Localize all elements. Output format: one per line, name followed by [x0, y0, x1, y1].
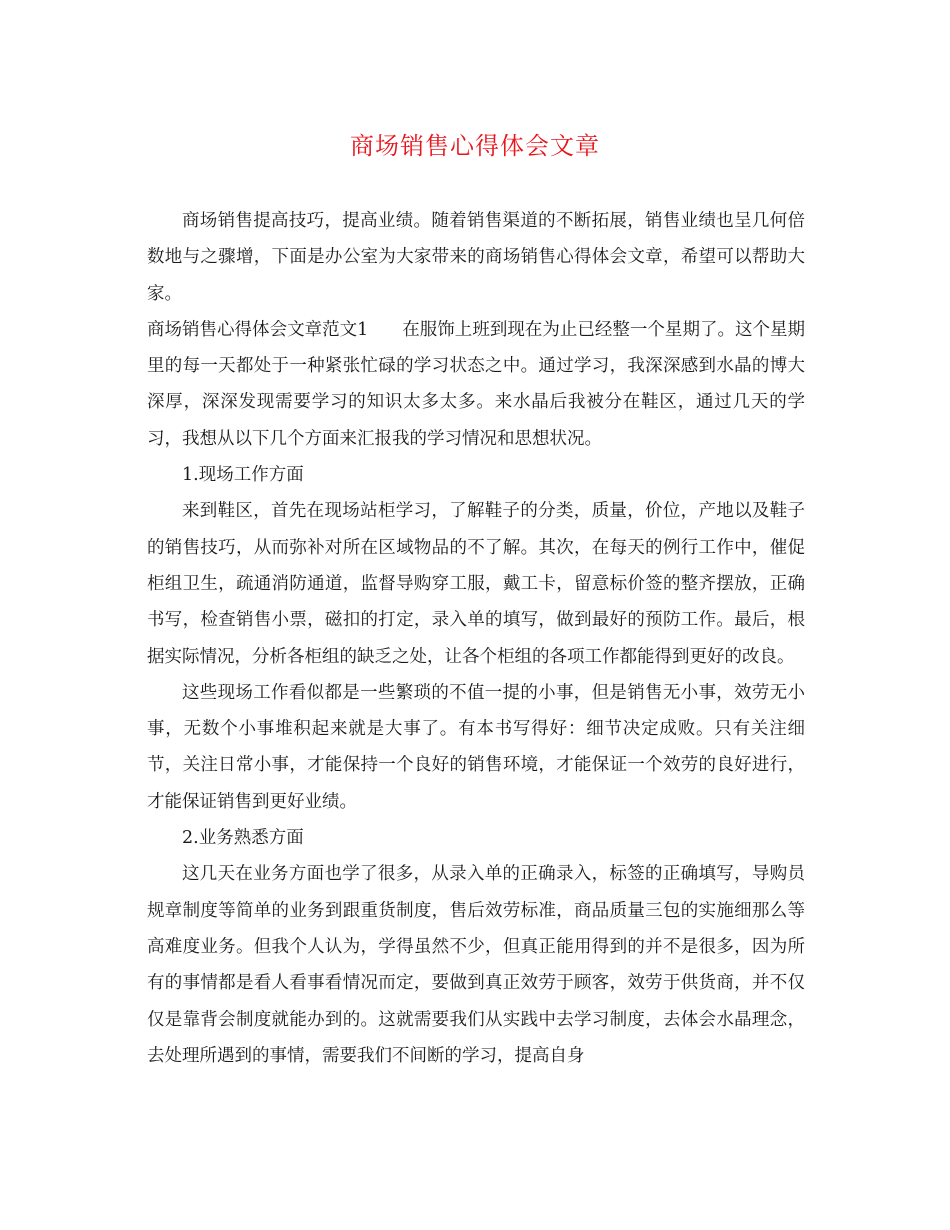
document-body	[147, 203, 805, 1074]
section1-paragraph-1: 来到鞋区，首先在现场站柜学习，了解鞋子的分类，质量，价位，产地以及鞋子的销售技巧，从而弥补对所在区域物品的不了解。其次，在每天的例行工作中，催促柜组卫生，疏通消防通道，监督导购穿工服，戴工卡，留意标价签的整齐摆放，正确书写，检查销售小票，磁扣的打定，录入单的填写，做到最好的预防工作。最后，根据实际情况，分析各柜组的缺乏之处，让各个柜组的各项工作都能得到更好的改良。	[147, 501, 805, 667]
section2-paragraph-1: 这几天在业务方面也学了很多，从录入单的正确录入，标签的正确填写，导购员规章制度等简单的业务到跟重货制度，售后效劳标准，商品质量三包的实施细那么等高难度业务。但我个人认为，学得虽然不少，但真正能用得到的并不是很多，因为所有的事情都是看人看事看情况而定，要做到真正效劳于顾客，效劳于供货商，并不仅仅是靠背会制度就能办到的。这就需要我们从实践中去学习制度，去体会水晶理念，去处理所遇到的事情，需要我们不间断的学习，提高自身	[147, 864, 805, 1066]
essay-opening-paragraph	[147, 312, 805, 457]
section1-paragraph-2: 这些现场工作看似都是一些繁琐的不值一提的小事，但是销售无小事，效劳无小事，无数个小事堆积起来就是大事了。有本书写得好：细节决定成败。只有关注细节，关注日常小事，才能保持一个良好的销售环境，才能保证一个效劳的良好进行，才能保证销售到更好业绩。	[147, 682, 805, 812]
intro-paragraph: 商场销售提高技巧，提高业绩。随着销售渠道的不断拓展，销售业绩也呈几何倍数地与之骤增，下面是办公室为大家带来的商场销售心得体会文章，希望可以帮助大家。	[147, 211, 805, 304]
document-title: 商场销售心得体会文章	[350, 132, 600, 160]
section-heading-2: 2.业务熟悉方面	[182, 828, 304, 849]
essay-opening-text: 在服饰上班到现在为止已经整一个星期了。这个星期里的每一天都处于一种紧张忙碌的学习状态之中。通过学习，我深深感到水晶的博大深厚，深深发现需要学习的知识太多太多。来水晶后我被分在鞋区，通过几天的学习，我想从以下几个方面来汇报我的学习情况和思想状况。	[147, 319, 806, 449]
essay-label: 商场销售心得体会文章范文1	[147, 319, 369, 340]
section-heading-1: 1.现场工作方面	[182, 465, 304, 486]
